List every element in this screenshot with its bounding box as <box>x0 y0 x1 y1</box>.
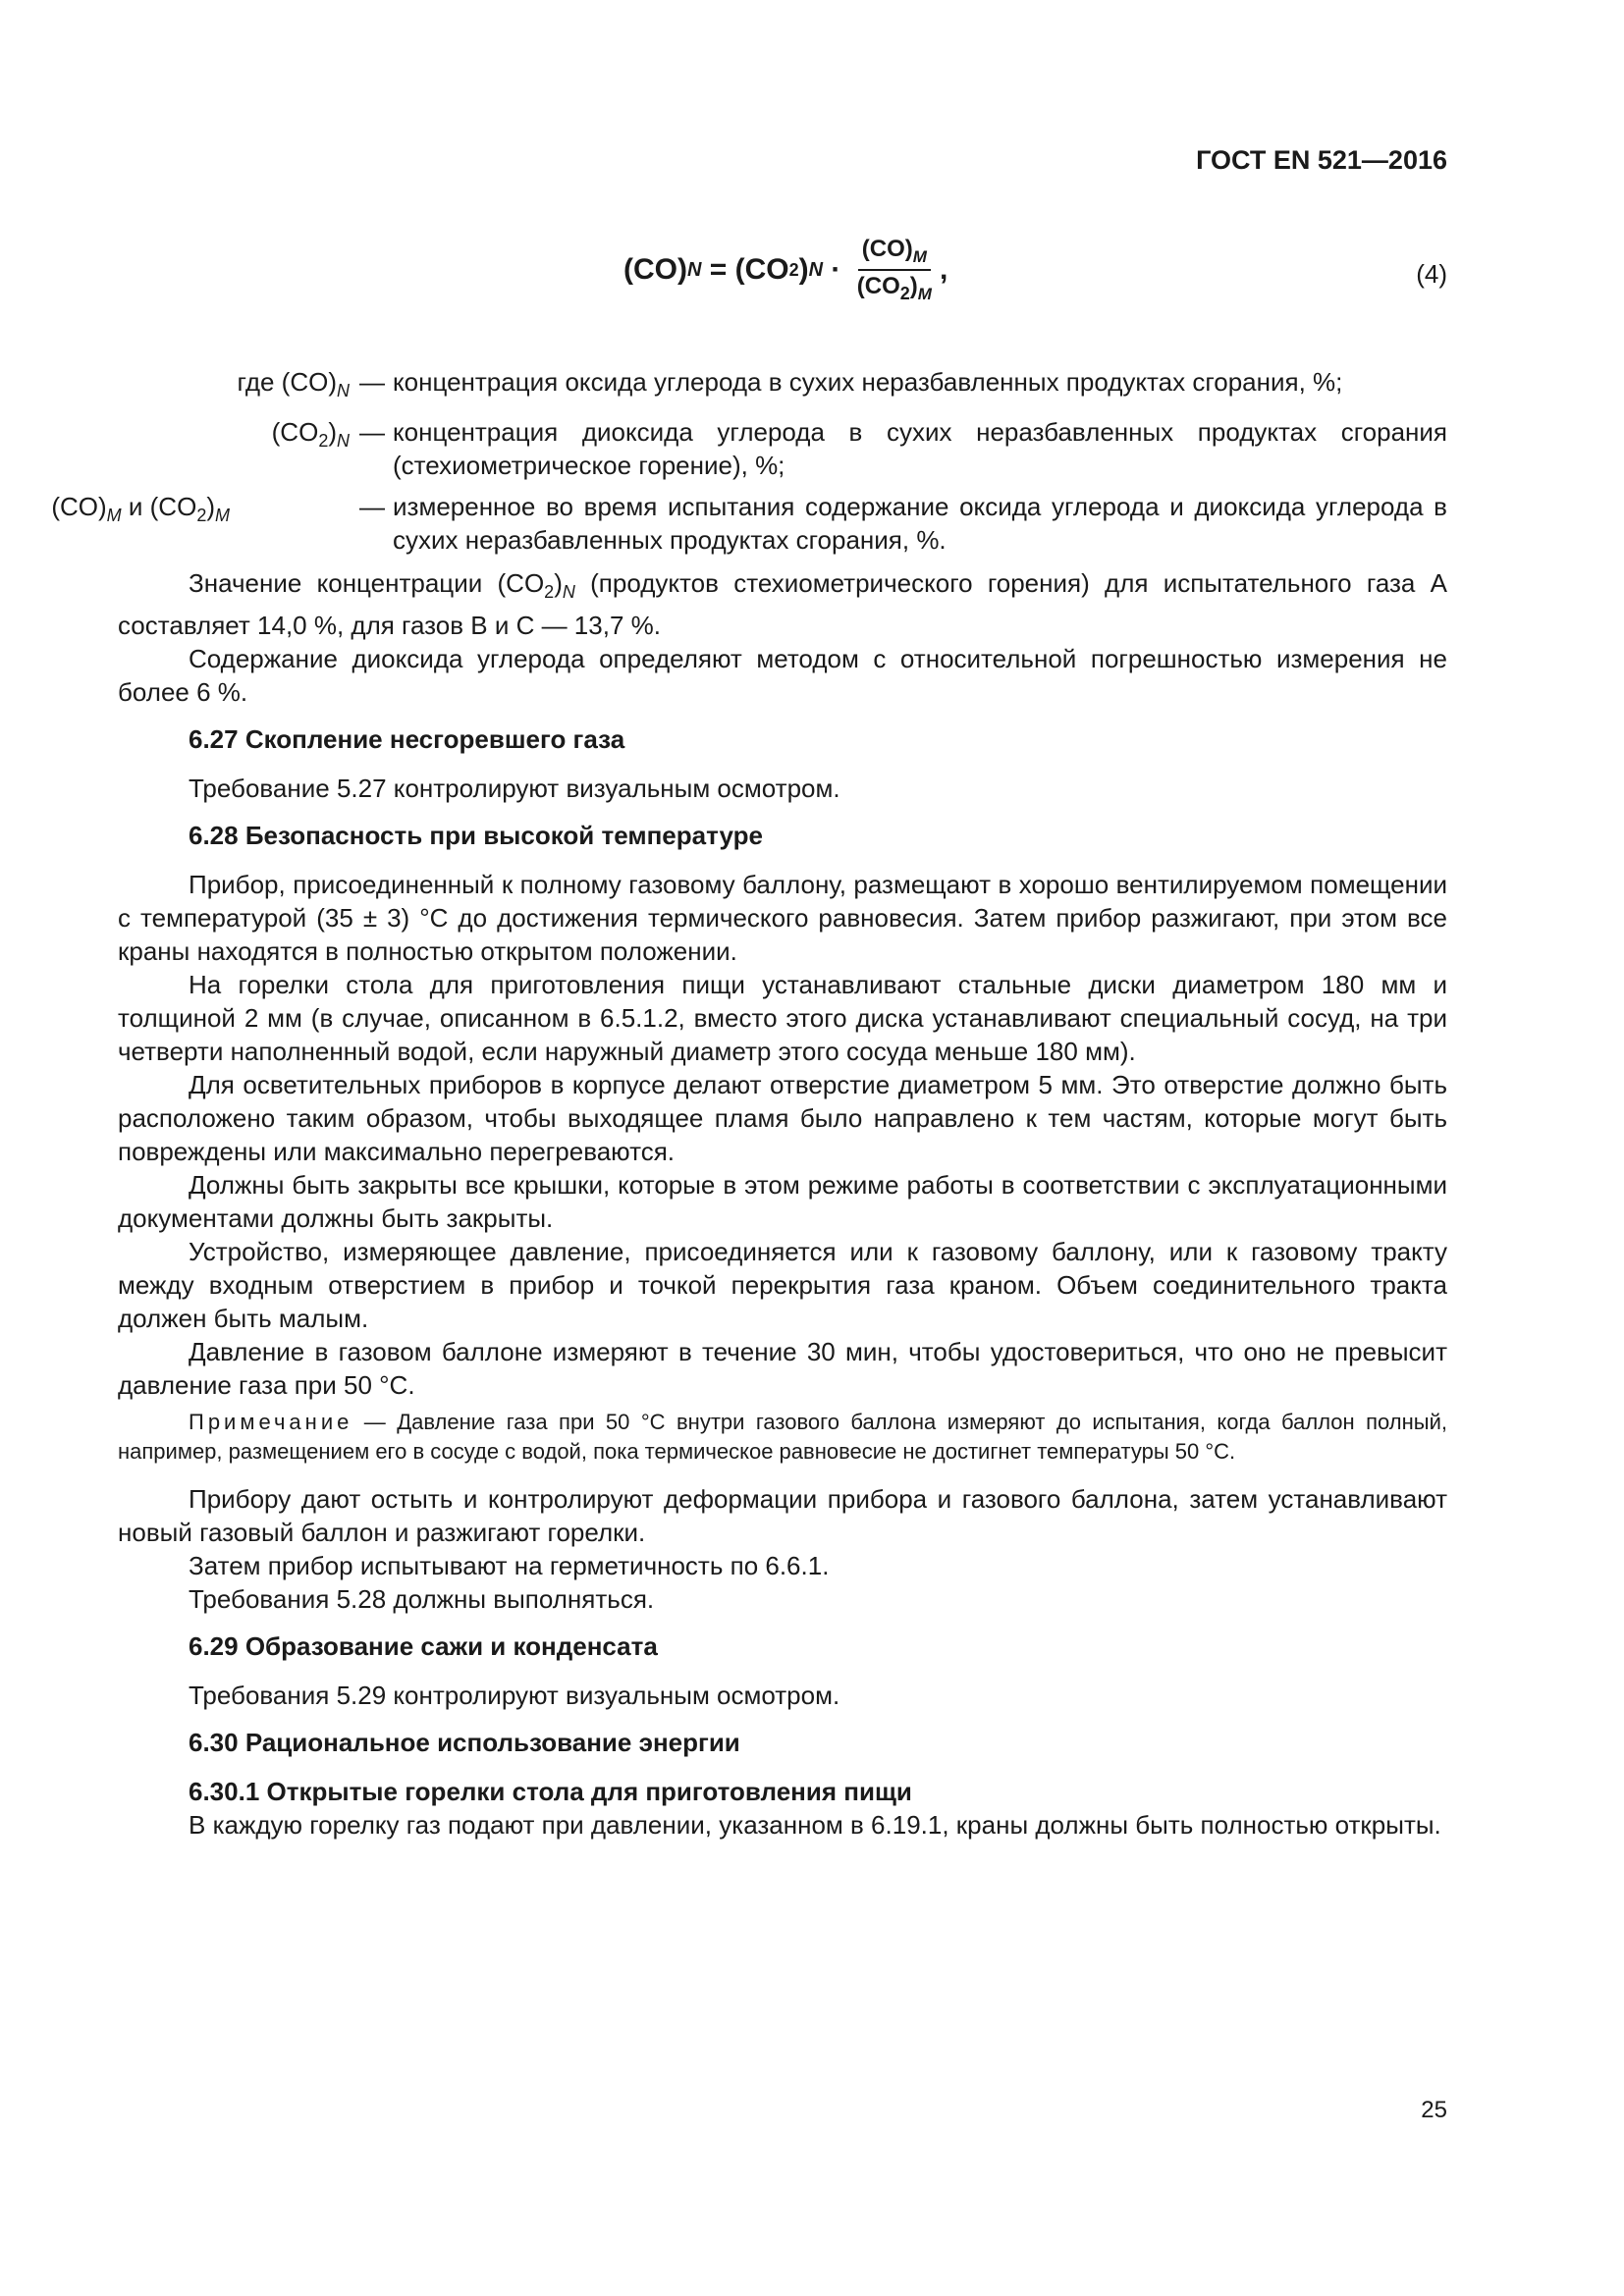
definition-term <box>0 490 240 557</box>
paragraph: Для осветительных приборов в корпусе делают отверстие диаметром 5 мм. Это отверстие должно быть расположено таким образом, чтобы выходящее пламя было направлено к тем частям, которые могут быть повреждены или максимально перегреваются. <box>118 1070 1447 1167</box>
definition-row <box>118 365 1447 407</box>
term-close: ) <box>206 492 215 522</box>
term-sub: N <box>337 431 350 452</box>
p1-subn: N <box>562 582 575 603</box>
formula-eq-sub: N <box>808 258 824 281</box>
paragraph <box>118 566 1447 642</box>
paragraph: Прибору дают остыть и контролируют деформации прибора и газового баллона, затем устанавливают новый газовый баллон и разжигают горелки. <box>118 1484 1447 1548</box>
num-text: (CO) <box>861 236 913 262</box>
term-mid: и (CO <box>121 492 197 522</box>
document-body <box>118 566 1447 1842</box>
formula-lhs-sub: N <box>686 258 702 281</box>
note-text: — Давление газа при 50 °С внутри газового баллона измеряют до испытания, когда баллон полный, например, размещением его в сосуде с водой, пока термическое равновесие не достигнет температуры 50 °С. <box>118 1410 1447 1465</box>
fraction-numerator <box>858 236 931 271</box>
definition-text: концентрация оксида углерода в сухих неразбавленных продуктах сгорания, %; <box>393 367 1343 397</box>
formula-eq: = (CO <box>701 253 789 286</box>
definitions-list <box>51 365 1447 564</box>
formula-eq-sub2: 2 <box>788 259 799 280</box>
den-close: ) <box>909 273 918 299</box>
den-sub2: 2 <box>899 284 910 303</box>
paragraph: Должны быть закрыты все крышки, которые в этом режиме работы в соответствии с эксплуатационными документами должны быть закрыты. <box>118 1170 1447 1234</box>
formula-4 <box>623 236 947 304</box>
formula-lhs: (CO) <box>623 253 687 286</box>
term-close: ) <box>328 417 337 448</box>
definition-dash: — <box>359 417 385 448</box>
formula-block <box>118 214 1447 322</box>
definition-row <box>51 490 1447 557</box>
term-sub3: M <box>215 506 230 526</box>
paragraph: Давление в газовом баллоне измеряют в течение 30 мин, чтобы удостовериться, что оно не превысит давление газа при 50 °С. <box>118 1337 1447 1401</box>
p1-c: (продуктов стехиометрического горения) для испытательного газа А составляет 14,0 %, для газов В и С — 13,7 %. <box>118 568 1447 641</box>
section-heading-6-30-1: 6.30.1 Открытые горелки стола для приготовления пищи <box>189 1777 912 1807</box>
page-number: 25 <box>1421 2097 1447 2123</box>
paragraph: Содержание диоксида углерода определяют методом с относительной погрешностью измерения не более 6 %. <box>118 644 1447 708</box>
formula-tail: , <box>939 253 948 286</box>
definition-dash: — <box>359 367 385 397</box>
p1-a: Значение концентрации (CO <box>189 568 545 598</box>
definition-row <box>118 415 1447 482</box>
paragraph: В каждую горелку газ подают при давлении, указанном в 6.19.1, краны должны быть полностью открыты. <box>189 1810 1441 1841</box>
definition-term <box>118 365 359 407</box>
term-text: где (CO) <box>237 367 337 397</box>
paragraph: Требование 5.27 контролируют визуальным осмотром. <box>189 774 840 804</box>
section-heading-6-27: 6.27 Скопление несгоревшего газа <box>189 724 625 755</box>
formula-dot: · <box>823 253 849 286</box>
standard-code: ГОСТ EN 521—2016 <box>1196 145 1447 175</box>
term-sub2: 2 <box>318 431 329 452</box>
p1-sub2: 2 <box>544 582 555 603</box>
term-text: (CO <box>271 417 319 448</box>
section-heading-6-30: 6.30 Рациональное использование энергии <box>189 1728 740 1758</box>
definition-text: концентрация диоксида углерода в сухих неразбавленных продуктах сгорания (стехиометрическое горение), %; <box>393 417 1447 481</box>
paragraph: На горелки стола для приготовления пищи устанавливают стальные диски диаметром 180 мм и толщиной 2 мм (в случае, описанном в 6.5.1.2, вместо этого диска устанавливают специальный сосуд, на три четверти наполненный водой, если наружный диаметр этого сосуда меньше 180 мм). <box>118 970 1447 1067</box>
definition-dash: — <box>359 492 385 522</box>
num-sub: M <box>912 247 927 266</box>
den-text: (CO <box>856 273 900 299</box>
paragraph: Требования 5.28 должны выполняться. <box>189 1584 655 1615</box>
section-heading-6-28: 6.28 Безопасность при высокой температуре <box>189 821 763 851</box>
term-sub: M <box>106 506 122 526</box>
den-sub: M <box>917 285 932 303</box>
paragraph: Прибор, присоединенный к полному газовому баллону, размещают в хорошо вентилируемом помещении с температурой (35 ± 3) °С до достижения термического равновесия. Затем прибор разжигают, при этом все краны находятся в полностью открытом положении. <box>118 870 1447 967</box>
definition-term <box>118 415 359 482</box>
formula-number: (4) <box>1416 259 1447 289</box>
term-sub2: 2 <box>196 506 207 526</box>
paragraph: Требования 5.29 контролируют визуальным осмотром. <box>189 1681 840 1711</box>
formula-eq-close: ) <box>798 253 809 286</box>
note <box>118 1408 1447 1467</box>
note-label: Примечание <box>189 1410 353 1435</box>
paragraph: Устройство, измеряющее давление, присоединяется или к газовому баллону, или к газовому тракту между входным отверстием в прибор и точкой перекрытия газа краном. Объем соединительного тракта должен быть малым. <box>118 1237 1447 1334</box>
term-text: (CO) <box>51 492 107 522</box>
definition-text: измеренное во время испытания содержание оксида углерода и диоксида углерода в сухих неразбавленных продуктах сгорания, %. <box>393 492 1447 556</box>
fraction-denominator <box>853 271 936 304</box>
formula-fraction <box>853 236 936 304</box>
p1-b: ) <box>554 568 563 598</box>
term-sub: N <box>337 381 350 401</box>
section-heading-6-29: 6.29 Образование сажи и конденсата <box>189 1631 658 1662</box>
paragraph: Затем прибор испытывают на герметичность по 6.6.1. <box>189 1551 830 1581</box>
